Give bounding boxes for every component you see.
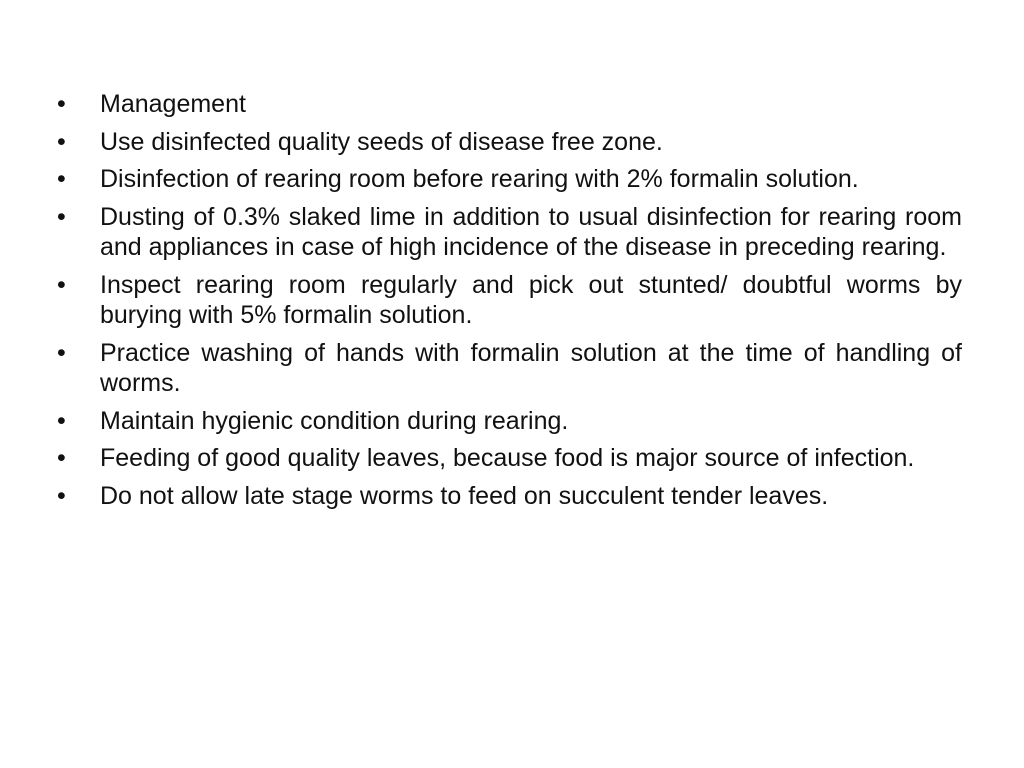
list-item-text: Use disinfected quality seeds of disease free zone.	[100, 127, 663, 156]
bullet-icon: •	[57, 202, 66, 231]
list-item	[56, 270, 962, 331]
list-item	[56, 127, 962, 158]
list-item-text: Disinfection of rearing room before rearing with 2% formalin solution.	[100, 165, 859, 193]
list-item	[56, 202, 962, 263]
list-item-text: Dusting of 0.3% slaked lime in addition to usual disinfection for rearing room and appliances in case of high incidence of the disease in preceding rearing.	[100, 202, 962, 261]
list-item-text: Do not allow late stage worms to feed on succulent tender leaves.	[100, 481, 829, 510]
list-item-text: Management	[100, 90, 246, 118]
bullet-icon: •	[57, 165, 66, 193]
list-item	[56, 89, 962, 120]
list-item	[56, 338, 962, 399]
list-item	[56, 164, 962, 195]
list-item	[56, 481, 962, 512]
list-item	[56, 406, 962, 437]
bullet-icon: •	[57, 270, 66, 299]
bullet-icon: •	[57, 338, 66, 367]
list-item-text: Feeding of good quality leaves, because food is major source of infection.	[100, 444, 915, 472]
bullet-icon: •	[57, 444, 66, 472]
bullet-icon: •	[57, 481, 66, 510]
list-item	[56, 443, 962, 474]
bullet-icon: •	[57, 406, 66, 435]
list-item-text: Maintain hygienic condition during rearing.	[100, 406, 569, 435]
list-item-text: Practice washing of hands with formalin solution at the time of handling of worms.	[100, 338, 962, 397]
list-item-text: Inspect rearing room regularly and pick out stunted/ doubtful worms by burying with 5% formalin solution.	[100, 270, 962, 329]
bullet-icon: •	[57, 127, 66, 156]
bullet-list	[56, 89, 962, 518]
bullet-icon: •	[57, 90, 66, 118]
